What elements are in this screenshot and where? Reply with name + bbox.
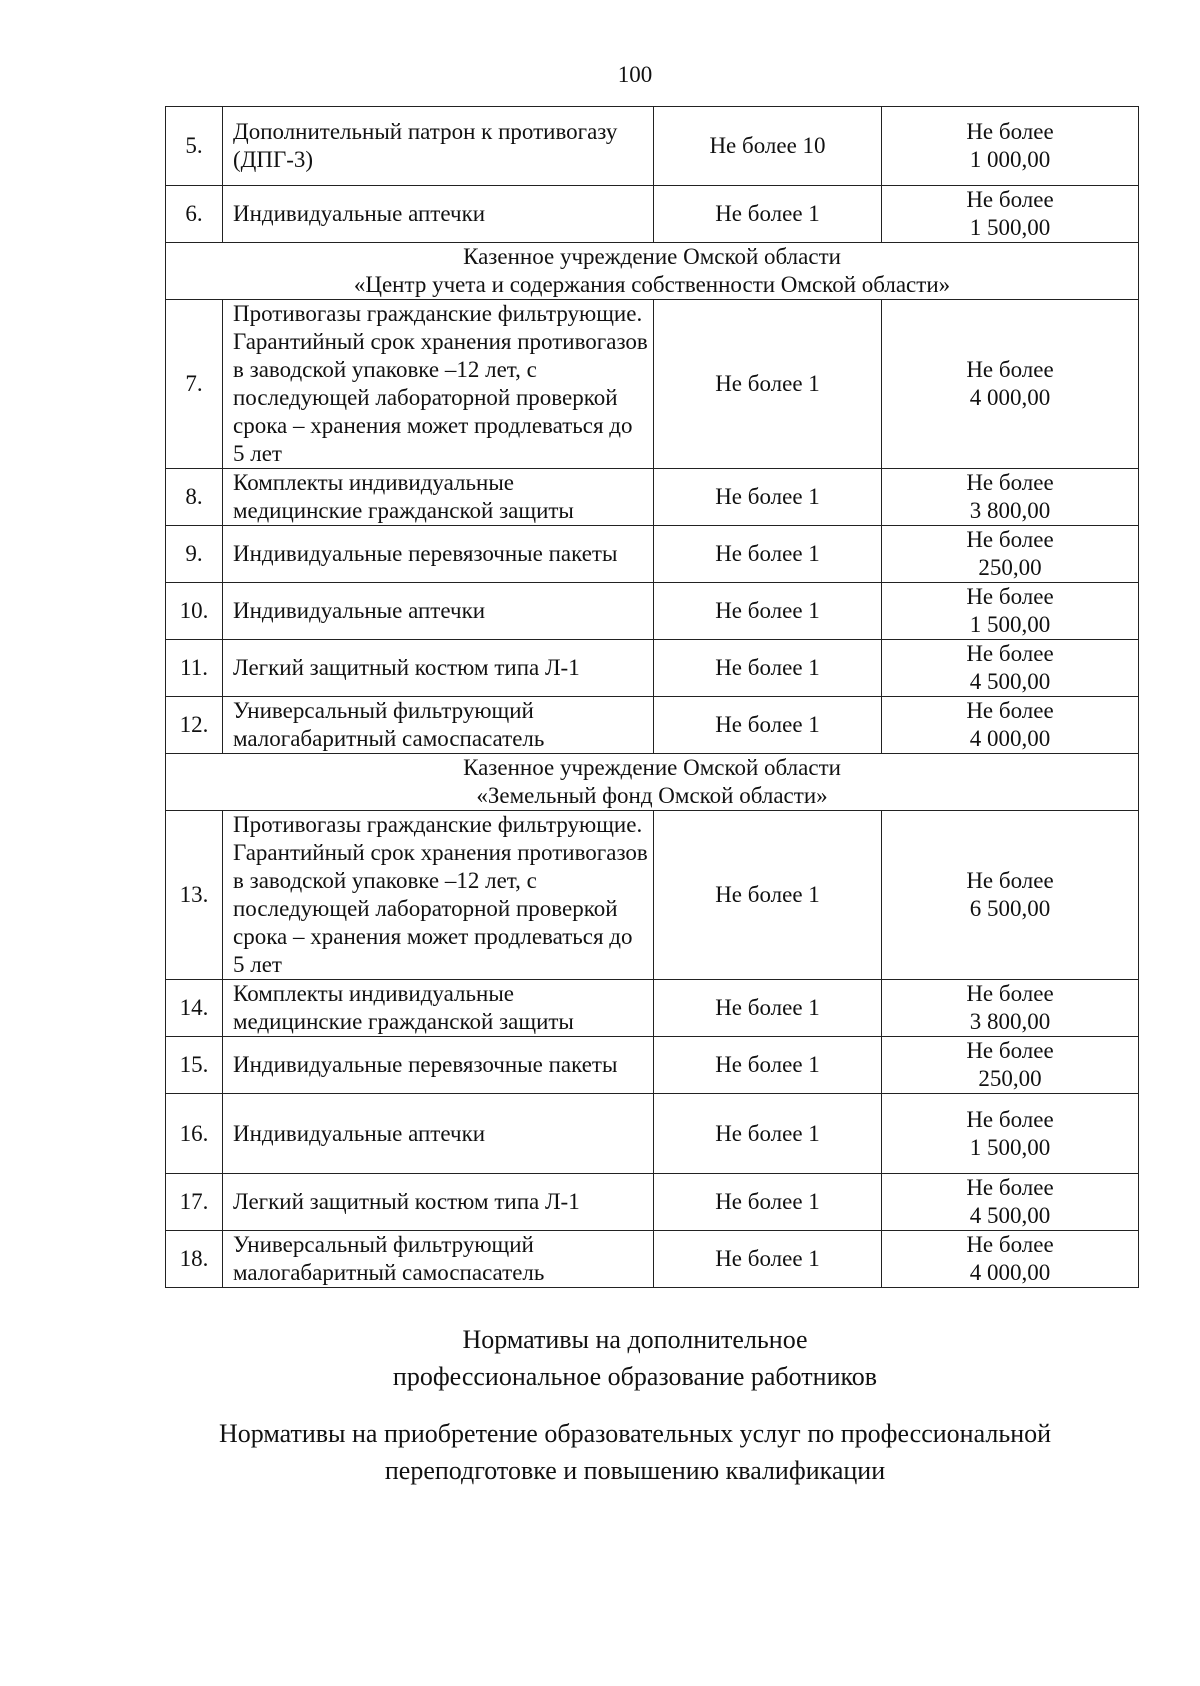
row-number: 10. [166, 583, 223, 640]
price-label: Не более [966, 1038, 1054, 1063]
price-value: 3 800,00 [969, 1009, 1051, 1034]
price-label: Не более [966, 981, 1054, 1006]
item-price [882, 583, 1139, 640]
item-quantity: Не более 1 [654, 811, 882, 980]
table-row [166, 186, 1139, 243]
item-name: Противогазы гражданские фильтрующие. Гарантийный срок хранения противогазов в заводской упаковке –12 лет, с последующей лабораторной проверкой срока – хранения может продлеваться до 5 лет [223, 811, 654, 980]
section-row [166, 243, 1139, 300]
item-quantity: Не более 1 [654, 526, 882, 583]
price-label: Не более [966, 527, 1054, 552]
item-price [882, 1037, 1139, 1094]
table-row [166, 811, 1139, 980]
item-name: Универсальный фильтрующий малогабаритный самоспасатель [223, 1231, 654, 1288]
table-row [166, 1231, 1139, 1288]
price-value: 6 500,00 [969, 896, 1051, 921]
item-name: Индивидуальные аптечки [223, 583, 654, 640]
row-number: 6. [166, 186, 223, 243]
item-price [882, 1231, 1139, 1288]
item-quantity: Не более 1 [654, 583, 882, 640]
row-number: 5. [166, 107, 223, 186]
item-name: Универсальный фильтрующий малогабаритный самоспасатель [223, 697, 654, 754]
item-price [882, 526, 1139, 583]
price-value: 1 000,00 [969, 147, 1051, 172]
item-price [882, 697, 1139, 754]
item-name: Легкий защитный костюм типа Л-1 [223, 640, 654, 697]
row-number: 8. [166, 469, 223, 526]
table-row [166, 107, 1139, 186]
row-number: 13. [166, 811, 223, 980]
row-number: 11. [166, 640, 223, 697]
item-price [882, 186, 1139, 243]
table-row [166, 469, 1139, 526]
item-price [882, 811, 1139, 980]
price-value: 4 000,00 [969, 726, 1051, 751]
heading-line: профессиональное образование работников [392, 1362, 878, 1391]
price-value: 4 500,00 [969, 1203, 1051, 1228]
item-quantity: Не более 1 [654, 980, 882, 1037]
row-number: 16. [166, 1094, 223, 1174]
price-label: Не более [966, 1175, 1054, 1200]
row-number: 7. [166, 300, 223, 469]
price-value: 4 000,00 [969, 385, 1051, 410]
item-quantity: Не более 1 [654, 640, 882, 697]
table-row [166, 526, 1139, 583]
price-label: Не более [966, 868, 1054, 893]
item-name: Комплекты индивидуальные медицинские гражданской защиты [223, 980, 654, 1037]
section-heading-line: «Центр учета и содержания собственности Омской области» [353, 272, 951, 297]
item-name: Индивидуальные перевязочные пакеты [223, 526, 654, 583]
section-heading-line: Казенное учреждение Омской области [463, 755, 841, 780]
norms-table [165, 106, 1139, 1288]
price-label: Не более [966, 187, 1054, 212]
item-price [882, 1094, 1139, 1174]
item-price [882, 107, 1139, 186]
section-heading-line: Казенное учреждение Омской области [463, 244, 841, 269]
item-quantity: Не более 1 [654, 300, 882, 469]
table-row [166, 583, 1139, 640]
price-value: 250,00 [978, 555, 1042, 580]
item-price [882, 469, 1139, 526]
item-quantity: Не более 1 [654, 1174, 882, 1231]
item-quantity: Не более 1 [654, 469, 882, 526]
table-row [166, 1094, 1139, 1174]
heading-additional-education [0, 1321, 1200, 1395]
price-label: Не более [966, 470, 1054, 495]
item-name: Индивидуальные перевязочные пакеты [223, 1037, 654, 1094]
item-name: Индивидуальные аптечки [223, 1094, 654, 1174]
price-value: 1 500,00 [969, 612, 1051, 637]
item-name: Противогазы гражданские фильтрующие. Гарантийный срок хранения противогазов в заводской упаковке –12 лет, с последующей лабораторной проверкой срока – хранения может продлеваться до 5 лет [223, 300, 654, 469]
row-number: 14. [166, 980, 223, 1037]
table-row [166, 300, 1139, 469]
table-row [166, 640, 1139, 697]
item-name: Комплекты индивидуальные медицинские гражданской защиты [223, 469, 654, 526]
price-value: 1 500,00 [969, 1134, 1051, 1160]
section-heading [166, 754, 1139, 811]
price-value: 250,00 [978, 1066, 1042, 1091]
table-row [166, 1174, 1139, 1231]
item-quantity: Не более 10 [654, 107, 882, 186]
item-quantity: Не более 1 [654, 1231, 882, 1288]
heading-educational-services [0, 1415, 1200, 1489]
item-quantity: Не более 1 [654, 1037, 882, 1094]
heading-line: Нормативы на приобретение образовательных услуг по профессиональной [218, 1419, 1052, 1448]
price-label: Не более [966, 698, 1054, 723]
item-name: Индивидуальные аптечки [223, 186, 654, 243]
section-heading-line: «Земельный фонд Омской области» [476, 783, 828, 808]
section-row [166, 754, 1139, 811]
section-heading [166, 243, 1139, 300]
item-name: Легкий защитный костюм типа Л-1 [223, 1174, 654, 1231]
row-number: 12. [166, 697, 223, 754]
item-price [882, 1174, 1139, 1231]
row-number: 17. [166, 1174, 223, 1231]
price-value: 4 000,00 [969, 1260, 1051, 1285]
row-number: 18. [166, 1231, 223, 1288]
item-price [882, 640, 1139, 697]
page-number: 100 [617, 62, 653, 87]
price-label: Не более [966, 584, 1054, 609]
row-number: 9. [166, 526, 223, 583]
price-label: Не более [966, 1106, 1054, 1132]
table-row [166, 1037, 1139, 1094]
price-label: Не более [966, 641, 1054, 666]
item-quantity: Не более 1 [654, 697, 882, 754]
price-value: 1 500,00 [969, 215, 1051, 240]
table-row [166, 697, 1139, 754]
item-quantity: Не более 1 [654, 1094, 882, 1174]
heading-line: Нормативы на дополнительное [462, 1325, 808, 1354]
price-label: Не более [966, 357, 1054, 382]
price-label: Не более [966, 1232, 1054, 1257]
row-number: 15. [166, 1037, 223, 1094]
item-price [882, 980, 1139, 1037]
price-label: Не более [966, 119, 1054, 144]
heading-line: переподготовке и повышению квалификации [384, 1456, 886, 1485]
price-value: 4 500,00 [969, 669, 1051, 694]
item-quantity: Не более 1 [654, 186, 882, 243]
price-value: 3 800,00 [969, 498, 1051, 523]
table-row [166, 980, 1139, 1037]
item-name: Дополнительный патрон к противогазу (ДПГ-3) [223, 107, 654, 186]
item-price [882, 300, 1139, 469]
